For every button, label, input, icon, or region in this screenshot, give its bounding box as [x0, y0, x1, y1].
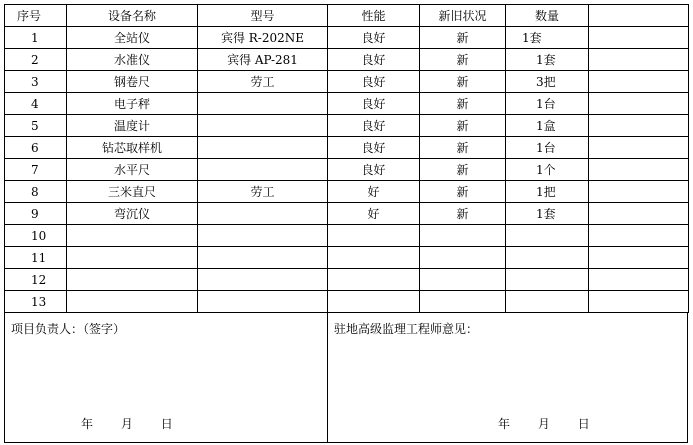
equipment-model: 宾得 AP-281	[198, 49, 328, 71]
year-label: 年	[81, 417, 94, 431]
equipment-table	[4, 4, 689, 313]
equipment-name: 弯沉仪	[67, 203, 198, 225]
equipment-performance: 好	[328, 181, 420, 203]
equipment-performance: 良好	[328, 27, 420, 49]
equipment-name: 钻芯取样机	[67, 137, 198, 159]
equipment-name: 水平尺	[67, 159, 198, 181]
equipment-quantity: 1台	[506, 137, 589, 159]
header-condition: 新旧状况	[420, 5, 506, 27]
equipment-quantity	[506, 225, 589, 247]
extra-cell	[589, 291, 689, 313]
project-lead-box	[5, 313, 328, 442]
equipment-performance: 好	[328, 203, 420, 225]
equipment-performance: 良好	[328, 93, 420, 115]
table-row	[5, 27, 689, 49]
extra-cell	[589, 203, 689, 225]
extra-cell	[589, 115, 689, 137]
row-number: 3	[5, 71, 67, 93]
equipment-performance: 良好	[328, 49, 420, 71]
header-extra	[589, 5, 689, 27]
equipment-condition: 新	[420, 93, 506, 115]
equipment-quantity	[506, 291, 589, 313]
equipment-quantity	[506, 247, 589, 269]
equipment-model	[198, 269, 328, 291]
row-number: 4	[5, 93, 67, 115]
table-row	[5, 49, 689, 71]
supervisor-date	[498, 415, 590, 432]
equipment-quantity: 1个	[506, 159, 589, 181]
day-label: 日	[160, 417, 173, 431]
supervisor-label: 驻地高级监理工程师意见：	[334, 322, 479, 336]
table-row	[5, 291, 689, 313]
equipment-model	[198, 203, 328, 225]
equipment-performance	[328, 291, 420, 313]
extra-cell	[589, 71, 689, 93]
extra-cell	[589, 269, 689, 291]
extra-cell	[589, 159, 689, 181]
row-number: 10	[5, 225, 67, 247]
row-number: 2	[5, 49, 67, 71]
equipment-performance: 良好	[328, 137, 420, 159]
equipment-condition: 新	[420, 203, 506, 225]
table-row	[5, 225, 689, 247]
equipment-condition: 新	[420, 27, 506, 49]
equipment-name: 电子秤	[67, 93, 198, 115]
equipment-performance	[328, 225, 420, 247]
extra-cell	[589, 247, 689, 269]
equipment-performance: 良好	[328, 159, 420, 181]
extra-cell	[589, 27, 689, 49]
header-performance: 性能	[328, 5, 420, 27]
table-row	[5, 93, 689, 115]
year-label: 年	[498, 417, 511, 431]
equipment-name: 三米直尺	[67, 181, 198, 203]
equipment-condition: 新	[420, 49, 506, 71]
equipment-name	[67, 291, 198, 313]
signoff-section	[4, 313, 688, 443]
equipment-performance: 良好	[328, 71, 420, 93]
equipment-quantity	[506, 269, 589, 291]
table-row	[5, 159, 689, 181]
equipment-quantity: 1套	[506, 203, 589, 225]
header-no: 序号	[5, 5, 67, 27]
equipment-name: 钢卷尺	[67, 71, 198, 93]
equipment-name	[67, 247, 198, 269]
header-name: 设备名称	[67, 5, 198, 27]
equipment-quantity: 1盒	[506, 115, 589, 137]
month-label: 月	[120, 417, 133, 431]
equipment-condition	[420, 225, 506, 247]
equipment-model	[198, 247, 328, 269]
extra-cell	[589, 93, 689, 115]
supervisor-box	[328, 313, 687, 442]
project-lead-label: 项目负责人：（签字）	[11, 322, 126, 336]
equipment-name: 水准仪	[67, 49, 198, 71]
equipment-condition	[420, 291, 506, 313]
equipment-condition: 新	[420, 181, 506, 203]
row-number: 9	[5, 203, 67, 225]
equipment-name: 全站仪	[67, 27, 198, 49]
equipment-quantity: 1台	[506, 93, 589, 115]
table-row	[5, 269, 689, 291]
row-number: 12	[5, 269, 67, 291]
equipment-model	[198, 291, 328, 313]
row-number: 13	[5, 291, 67, 313]
equipment-model	[198, 93, 328, 115]
table-row	[5, 181, 689, 203]
equipment-model	[198, 159, 328, 181]
table-row	[5, 203, 689, 225]
equipment-condition: 新	[420, 115, 506, 137]
equipment-performance: 良好	[328, 115, 420, 137]
month-label: 月	[537, 417, 550, 431]
equipment-name: 温度计	[67, 115, 198, 137]
equipment-quantity: 1把	[506, 181, 589, 203]
equipment-condition: 新	[420, 159, 506, 181]
equipment-sheet	[4, 4, 688, 440]
equipment-quantity: 1套	[506, 27, 589, 49]
project-lead-date	[81, 415, 173, 432]
header-model: 型号	[198, 5, 328, 27]
extra-cell	[589, 181, 689, 203]
header-quantity: 数量	[506, 5, 589, 27]
table-header-row	[5, 5, 689, 27]
row-number: 11	[5, 247, 67, 269]
equipment-model: 劳工	[198, 71, 328, 93]
equipment-model: 宾得 R-202NE	[198, 27, 328, 49]
row-number: 5	[5, 115, 67, 137]
equipment-model: 劳工	[198, 181, 328, 203]
equipment-condition	[420, 269, 506, 291]
table-row	[5, 137, 689, 159]
row-number: 7	[5, 159, 67, 181]
equipment-quantity: 3把	[506, 71, 589, 93]
row-number: 6	[5, 137, 67, 159]
equipment-performance	[328, 247, 420, 269]
equipment-model	[198, 115, 328, 137]
equipment-condition: 新	[420, 71, 506, 93]
equipment-model	[198, 225, 328, 247]
table-row	[5, 247, 689, 269]
equipment-name	[67, 269, 198, 291]
equipment-model	[198, 137, 328, 159]
table-row	[5, 115, 689, 137]
equipment-name	[67, 225, 198, 247]
equipment-performance	[328, 269, 420, 291]
extra-cell	[589, 49, 689, 71]
extra-cell	[589, 225, 689, 247]
day-label: 日	[577, 417, 590, 431]
extra-cell	[589, 137, 689, 159]
row-number: 1	[5, 27, 67, 49]
equipment-condition: 新	[420, 137, 506, 159]
equipment-quantity: 1套	[506, 49, 589, 71]
table-row	[5, 71, 689, 93]
row-number: 8	[5, 181, 67, 203]
equipment-condition	[420, 247, 506, 269]
